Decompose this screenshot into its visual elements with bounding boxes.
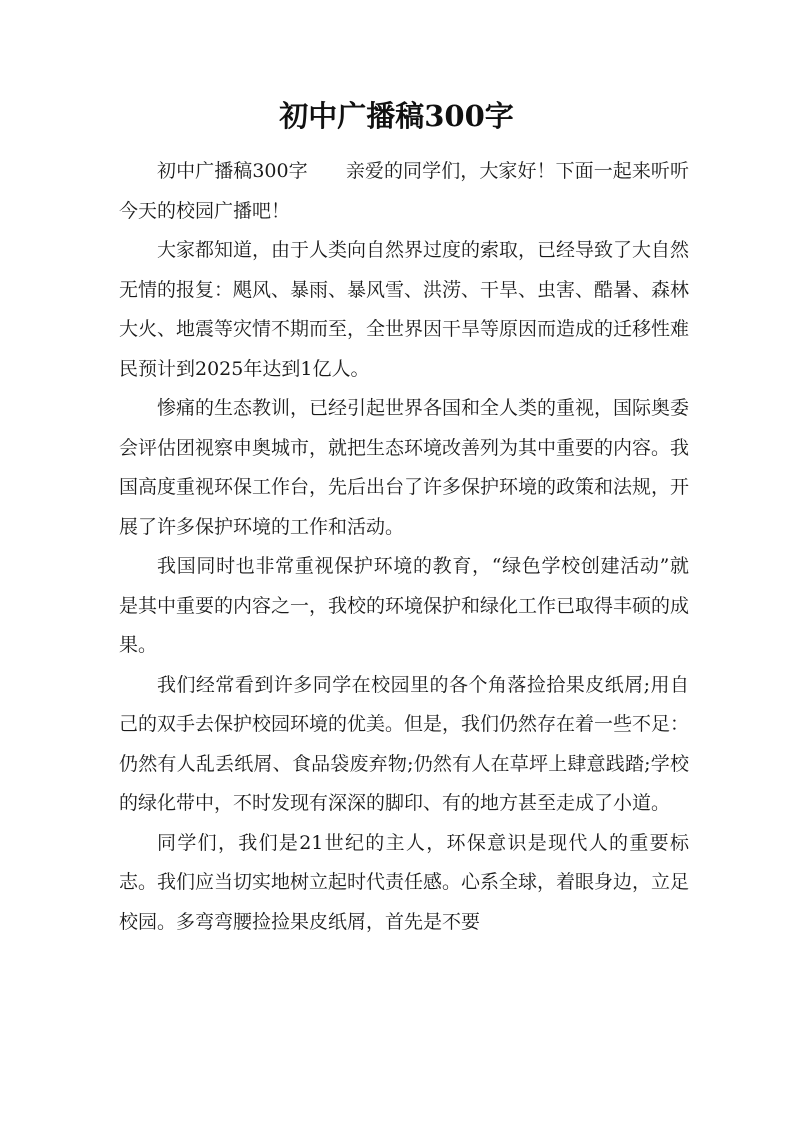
paragraph-4: 我国同时也非常重视保护环境的教育，“绿色学校创建活动”就是其中重要的内容之一，我校的环境保护和绿化工作已取得丰硕的成果。 xyxy=(119,555,690,656)
paragraph-1: 初中广播稿300字 亲爱的同学们，大家好！下面一起来听听今天的校园广播吧！ xyxy=(119,160,689,222)
document-body xyxy=(119,152,689,942)
paragraph-6: 同学们，我们是21世纪的主人，环保意识是现代人的重要标志。我们应当切实地树立起时代责任感。心系全球，着眼身边，立足校园。多弯弯腰捡捡果皮纸屑，首先是不要 xyxy=(119,831,690,933)
paragraph-3: 惨痛的生态教训，已经引起世界各国和全人类的重视，国际奥委会评估团视察申奥城市，就把生态环境改善列为其中重要的内容。我国高度重视环保工作台，先后出台了许多保护环境的政策和法规，开展了许多保护环境的工作和活动。 xyxy=(119,397,690,538)
paragraph-5: 我们经常看到许多同学在校园里的各个角落捡拾果皮纸屑;用自己的双手去保护校园环境的优美。但是，我们仍然存在着一些不足：仍然有人乱丢纸屑、食品袋废弃物;仍然有人在草坪上肆意践踏;学校的绿化带中，不时发现有深深的脚印、有的地方甚至走成了小道。 xyxy=(119,673,690,814)
document-title: 初中广播稿300字 xyxy=(279,99,514,133)
paragraph-2: 大家都知道，由于人类向自然界过度的索取，已经导致了大自然无情的报复：飓风、暴雨、暴风雪、洪涝、干旱、虫害、酷暑、森林大火、地震等灾情不期而至，全世界因干旱等原因而造成的迁移性难民预计到2025年达到1亿人。 xyxy=(119,239,690,380)
